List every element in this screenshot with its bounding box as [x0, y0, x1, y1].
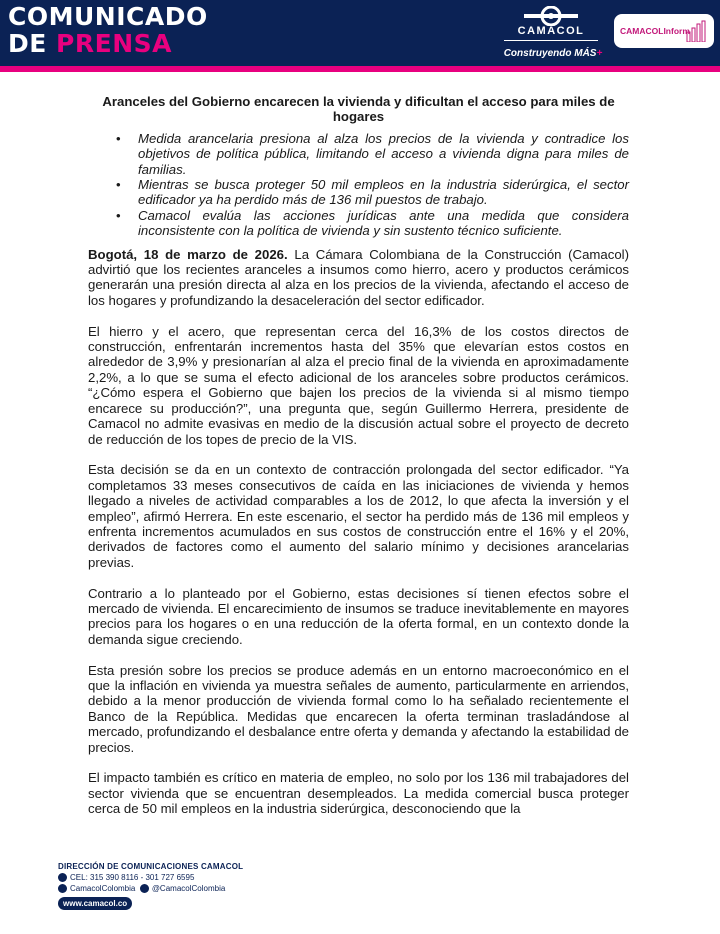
press-header — [0, 0, 720, 66]
inform-label: CAMACOLInform — [620, 26, 690, 36]
press-release-title — [8, 4, 208, 56]
department-name: DIRECCIÓN DE COMUNICACIONES CAMACOL — [58, 862, 244, 871]
paragraph-3: Esta decisión se da en un contexto de contracción prolongada del sector edificador. “Ya completamos 33 meses consecutivos de caída en las iniciaciones de vivienda y hemos llegado a niveles de actividad comparables a los de 2012, lo que afecta la inversión y el empleo”, afirmó Herrera. En este escenario, el sector ha perdido más de 136 mil empleos y enfrenta incrementos acumulados en sus costos de construcción entre el 16% y el 20%, derivados de factores como el aumento del salario mínimo y decisiones arancelarias previas. — [88, 462, 629, 570]
phone-numbers: CEL: 315 390 8116 - 301 727 6595 — [70, 873, 195, 882]
camacol-inform-logo — [614, 14, 714, 48]
social-row — [58, 884, 318, 893]
facebook-handle[interactable]: CamacolColombia — [70, 884, 136, 893]
header-accent-stripe — [0, 66, 720, 72]
facebook-icon — [58, 884, 67, 893]
brand-line-2 — [8, 31, 208, 56]
twitter-handle[interactable]: @CamacolColombia — [151, 884, 226, 893]
camacol-logo — [504, 6, 598, 50]
brand-line-2-b: PRENSA — [56, 29, 172, 58]
key-points-list — [88, 131, 629, 239]
divider — [504, 40, 598, 41]
paragraph-2: El hierro y el acero, que representan cerca del 16,3% de los costos directos de construcción, enfrentarán incrementos hasta del 35% que elevarían estos costos en alrededor de 3,9% y presionarían al alza el precio final de la vivienda en aproximadamente 2,2%, a lo que se suma el efecto adicional de los aranceles sobre productos cerámicos. “¿Cómo espera el Gobierno que bajen los precios de la vivienda si al mismo tiempo encarece su producción?”, una pregunta que, según Guillermo Herrera, presidente de Camacol no admite evasivas en medio de la discusión actual sobre el proyecto de decreto de reducción de los topes de precio de la VIS. — [88, 323, 629, 447]
brand-line-2-a: DE — [8, 29, 57, 58]
tagline-main: Construyendo MÁS — [503, 48, 597, 59]
paragraph-1 — [88, 247, 629, 309]
paragraph-5: Esta presión sobre los precios se produce además en un entorno macroeconómico en el que la inflación en vivienda ya muestra señales de aumento, particularmente en arriendos, debido a la menor producción de vivienda formal como lo ha señalado recientemente el Banco de la República. Medidas que encarecen la oferta terminan trasladándose al mercado, profundizando el desbalance entre oferta y demanda y afectando la estabilidad de precios. — [88, 662, 629, 755]
headline: Aranceles del Gobierno encarecen la vivienda y dificultan el acceso para miles de hogares — [102, 94, 615, 125]
website-link[interactable]: www.camacol.co — [58, 897, 132, 910]
camacol-wordmark: CAMACOL — [517, 25, 585, 37]
contact-footer — [58, 862, 318, 911]
camacol-emblem-icon — [504, 6, 598, 26]
phone-icon — [58, 873, 67, 882]
tagline — [494, 48, 612, 59]
bullet-point: • Mientras se busca proteger 50 mil empleos en la industria siderúrgica, el sector edificador ya ha perdido más de 136 mil puestos de trabajo. — [138, 177, 629, 208]
bullet-point: • Medida arancelaria presiona al alza los precios de la vivienda y contradice los objetivos de política pública, limitando el acceso a vivienda digna para miles de familias. — [138, 131, 629, 177]
paragraph-1-text: La Cámara Colombiana de la Construcción (Camacol) advirtió que los recientes aranceles a insumos como hierro, acero y productos cerámicos generarán una presión directa al alza en los precios de la vivienda, afectando el acceso de los hogares y profundizando la desaceleración del sector edificador. — [88, 246, 629, 308]
paragraph-4: Contrario a lo planteado por el Gobierno, estas decisiones sí tienen efectos sobre el mercado de vivienda. El encarecimiento de insumos se traduce inevitablemente en mayores precios para los hogares o en una reducción de la oferta formal, en un contexto donde la demanda sigue creciendo. — [88, 585, 629, 647]
dateline: Bogotá, 18 de marzo de 2026. — [88, 246, 288, 262]
phone-row — [58, 873, 318, 882]
bullet-point: • Camacol evalúa las acciones jurídicas ante una medida que considera inconsistente con la política de vivienda y sin sustento técnico suficiente. — [138, 208, 629, 239]
brand-line-1: COMUNICADO — [8, 2, 208, 31]
article-body — [88, 94, 629, 832]
building-bars-icon — [686, 20, 710, 42]
tagline-plus: + — [596, 48, 603, 59]
twitter-icon — [140, 884, 149, 893]
paragraph-6: El impacto también es crítico en materia de empleo, no solo por los 136 mil trabajadores del sector vivienda que se encuentran desempleados. La medida comercial busca proteger cerca de 50 mil empleos en la industria siderúrgica, desconociendo que la — [88, 770, 629, 817]
